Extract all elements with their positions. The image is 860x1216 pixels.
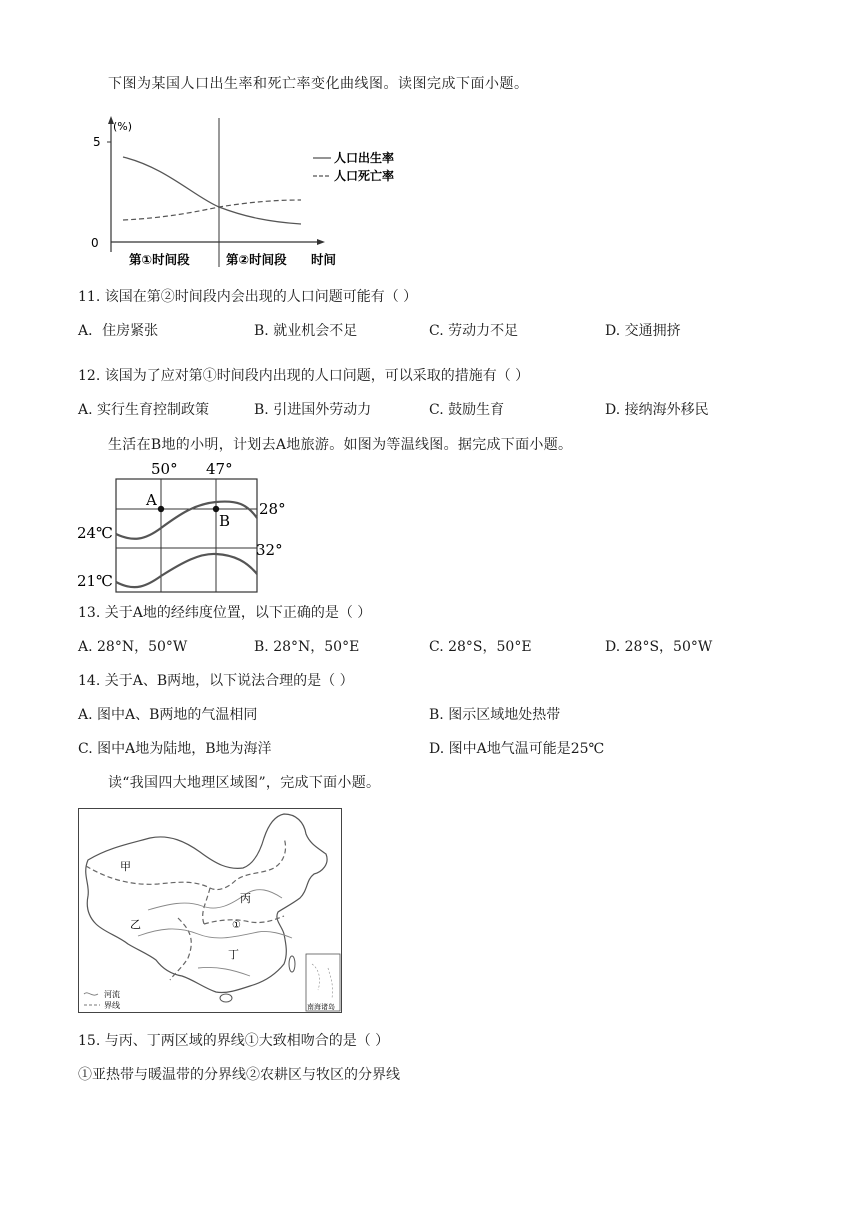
- boundary-mark-1: ①: [232, 920, 241, 931]
- region-ding: 丁: [228, 948, 239, 961]
- point-b-label: B: [219, 512, 231, 530]
- q15-statement: ①亚热带与暖温带的分界线②农耕区与牧区的分界线: [78, 1067, 400, 1083]
- intro-text-2: 生活在B地的小明，计划去A地旅游。如图为等温线图。据完成下面小题。: [108, 437, 573, 453]
- intro-text-3: 读“我国四大地理区域图”，完成下面小题。: [108, 775, 381, 791]
- birth-rate-curve: [123, 157, 301, 224]
- point-a-label: A: [146, 491, 157, 509]
- lon-label-50: 50°: [151, 460, 178, 478]
- region-bing: 丙: [240, 892, 251, 905]
- legend-border: 界线: [104, 1001, 120, 1010]
- q13-option-d: D. 28°S，50°W: [605, 639, 713, 655]
- birth-death-rate-chart: [85, 112, 395, 272]
- isotherm-label-21: 21℃: [77, 572, 113, 590]
- q12-stem: 12. 该国为了应对第①时间段内出现的人口问题，可以采取的措施有（ ）: [78, 368, 530, 384]
- q13-stem: 13. 关于A地的经纬度位置，以下正确的是（ ）: [78, 605, 372, 621]
- lat-label-32: 32°: [256, 541, 283, 559]
- inset-label: 南海诸岛: [307, 1003, 335, 1011]
- intro-text-1: 下图为某国人口出生率和死亡率变化曲线图。读图完成下面小题。: [108, 76, 529, 92]
- q13-option-a: A. 28°N，50°W: [78, 639, 188, 655]
- y-tick-0: 0: [91, 236, 99, 250]
- legend-birth-rate: 人口出生率: [334, 151, 395, 165]
- q12-option-b: B. 引进国外劳动力: [254, 402, 372, 418]
- q14-option-b: B. 图示区域地处热带: [429, 707, 561, 723]
- x-axis-label: 时间: [311, 252, 337, 267]
- isotherm-21: [116, 554, 257, 587]
- q14-stem: 14. 关于A、B两地，以下说法合理的是（ ）: [78, 673, 354, 689]
- q13-option-b: B. 28°N，50°E: [254, 639, 360, 655]
- q13-option-c: C. 28°S，50°E: [429, 639, 532, 655]
- isotherm-24: [116, 502, 257, 539]
- q11-option-b: B. 就业机会不足: [254, 323, 358, 339]
- region-jia: 甲: [120, 860, 131, 873]
- lon-label-47: 47°: [206, 460, 233, 478]
- q12-option-a: A. 实行生育控制政策: [78, 402, 210, 418]
- q12-option-c: C. 鼓励生育: [429, 402, 505, 418]
- lat-label-28: 28°: [259, 500, 286, 518]
- isotherm-label-24: 24℃: [77, 524, 113, 542]
- region-yi: 乙: [130, 918, 141, 931]
- q11-option-a: A．住房紧张: [78, 323, 159, 339]
- point-a: [158, 506, 164, 512]
- y-tick-5: 5: [93, 135, 101, 149]
- period-1-label: 第①时间段: [129, 252, 190, 267]
- legend-river: 河流: [104, 990, 120, 999]
- q14-option-a: A. 图中A、B两地的气温相同: [78, 707, 258, 723]
- q11-stem: 11. 该国在第②时间段内会出现的人口问题可能有（ ）: [78, 289, 418, 305]
- isotherm-map: [75, 458, 295, 594]
- legend-death-rate: 人口死亡率: [334, 169, 395, 183]
- q12-option-d: D. 接纳海外移民: [605, 402, 709, 418]
- unit-label: (%): [113, 120, 133, 133]
- q14-option-c: C. 图中A地为陆地，B地为海洋: [78, 741, 272, 757]
- q14-option-d: D. 图中A地气温可能是25℃: [429, 741, 605, 757]
- q15-stem: 15. 与丙、丁两区域的界线①大致相吻合的是（ ）: [78, 1033, 390, 1049]
- q11-option-d: D. 交通拥挤: [605, 323, 681, 339]
- q11-option-c: C. 劳动力不足: [429, 323, 519, 339]
- period-2-label: 第②时间段: [226, 252, 287, 267]
- china-regions-map: [78, 808, 342, 1013]
